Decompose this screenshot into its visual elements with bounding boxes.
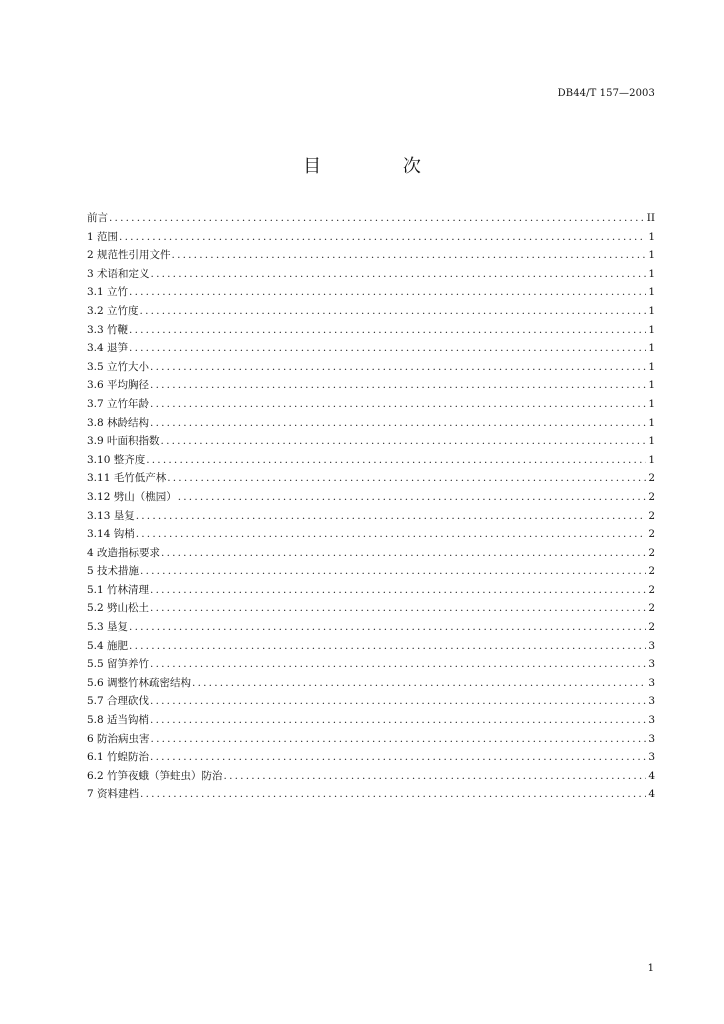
toc-entry-page: 4 [648, 788, 655, 801]
toc-entry[interactable] [87, 767, 655, 786]
toc-entry-label: 5.4 施肥 [87, 639, 129, 652]
toc-entry[interactable] [87, 618, 655, 637]
toc-entry[interactable] [87, 321, 655, 340]
toc-entry[interactable] [87, 432, 655, 451]
toc-entry-label: 5.1 竹林清理 [87, 583, 150, 596]
toc-entry-label: 6.1 竹蝗防治 [87, 751, 150, 764]
dot-leader [167, 469, 646, 488]
toc-entry-page: 4 [648, 769, 655, 782]
toc-entry[interactable] [87, 414, 655, 433]
toc-entry-page: 1 [648, 304, 655, 317]
dot-leader [151, 265, 647, 284]
toc-entry-label: 7 资料建档 [87, 788, 140, 801]
toc-entry-page: 3 [648, 658, 655, 671]
toc-entry[interactable] [87, 451, 655, 470]
toc-entry-page: 1 [648, 379, 655, 392]
toc-entry-label: 5 技术措施 [87, 565, 140, 578]
dot-leader [136, 507, 647, 526]
table-of-contents [87, 209, 655, 804]
toc-entry-page: 1 [648, 435, 655, 448]
toc-entry[interactable] [87, 507, 655, 526]
dot-leader [150, 414, 646, 433]
toc-entry-page: 1 [648, 267, 655, 280]
dot-leader [119, 228, 646, 247]
toc-entry-label: 5.7 合理砍伐 [87, 695, 150, 708]
page-title: 目 次 [303, 156, 459, 177]
toc-entry-label: 5.8 适当钩梢 [87, 714, 150, 727]
toc-entry[interactable] [87, 544, 655, 563]
toc-entry[interactable] [87, 692, 655, 711]
toc-entry-page: 2 [648, 565, 655, 578]
toc-entry-label: 2 规范性引用文件 [87, 249, 171, 262]
dot-leader [172, 246, 647, 265]
toc-entry[interactable] [87, 395, 655, 414]
toc-entry-label: 1 范围 [87, 230, 119, 243]
dot-leader [129, 618, 646, 637]
dot-leader [129, 339, 646, 358]
toc-entry-label: 3.5 立竹大小 [87, 360, 150, 373]
dot-leader [161, 544, 646, 563]
dot-leader [151, 730, 647, 749]
toc-entry-page: 2 [648, 583, 655, 596]
toc-entry-label: 3.12 劈山（樵园） [87, 490, 177, 503]
dot-leader [150, 395, 646, 414]
toc-entry-label: 3.7 立竹年龄 [87, 397, 150, 410]
dot-leader [150, 655, 646, 674]
dot-leader [150, 599, 646, 618]
dot-leader [140, 785, 646, 804]
document-code: DB44/T 157—2003 [557, 88, 655, 99]
toc-entry-label: 5.5 留笋养竹 [87, 658, 150, 671]
toc-entry-page: 3 [648, 751, 655, 764]
toc-entry-label: 3.13 垦复 [87, 509, 135, 522]
toc-entry-label: 3.14 钩梢 [87, 528, 135, 541]
toc-entry-page: 1 [648, 286, 655, 299]
toc-entry-page: 2 [648, 490, 655, 503]
toc-entry-page: 3 [648, 676, 655, 689]
toc-entry[interactable] [87, 785, 655, 804]
dot-leader [129, 283, 646, 302]
dot-leader [136, 525, 647, 544]
toc-entry-label: 5.6 调整竹林疏密结构 [87, 676, 192, 689]
toc-entry[interactable] [87, 674, 655, 693]
toc-entry[interactable] [87, 581, 655, 600]
toc-entry-page: 1 [648, 416, 655, 429]
toc-entry[interactable] [87, 730, 655, 749]
dot-leader [129, 321, 646, 340]
toc-entry-page: 1 [648, 249, 655, 262]
toc-entry[interactable] [87, 711, 655, 730]
toc-entry-page: 3 [648, 695, 655, 708]
toc-entry-page: 2 [648, 546, 655, 559]
dot-leader [146, 451, 646, 470]
toc-entry-label: 3.9 叶面积指数 [87, 435, 160, 448]
toc-entry[interactable] [87, 469, 655, 488]
toc-entry-page: 3 [648, 732, 655, 745]
toc-entry-page: 3 [648, 639, 655, 652]
toc-entry-label: 3.3 竹鞭 [87, 323, 129, 336]
toc-entry-page: 1 [648, 323, 655, 336]
toc-entry[interactable] [87, 265, 655, 284]
toc-entry-label: 3.6 平均胸径 [87, 379, 150, 392]
toc-entry[interactable] [87, 358, 655, 377]
dot-leader [178, 488, 647, 507]
dot-leader [140, 302, 647, 321]
toc-entry-label: 3.4 退笋 [87, 342, 129, 355]
dot-leader [161, 432, 647, 451]
toc-entry[interactable] [87, 283, 655, 302]
toc-entry-label: 3.8 林龄结构 [87, 416, 150, 429]
toc-entry-page: 3 [648, 714, 655, 727]
toc-entry-label: 3.10 整齐度 [87, 453, 146, 466]
toc-entry[interactable] [87, 339, 655, 358]
toc-entry-label: 3 术语和定义 [87, 267, 150, 280]
toc-entry[interactable] [87, 637, 655, 656]
toc-entry-page: 2 [648, 621, 655, 634]
toc-entry[interactable] [87, 562, 655, 581]
dot-leader [192, 674, 646, 693]
dot-leader [140, 562, 646, 581]
dot-leader [150, 581, 646, 600]
dot-leader [109, 209, 645, 228]
toc-entry-page: 1 [648, 342, 655, 355]
toc-entry-page: 1 [648, 360, 655, 373]
dot-leader [150, 711, 646, 730]
dot-leader [150, 748, 646, 767]
toc-entry-label: 6 防治病虫害 [87, 732, 150, 745]
page-number: 1 [647, 963, 654, 974]
toc-entry-label: 5.2 劈山松土 [87, 602, 150, 615]
toc-entry-label: 3.11 毛竹低产林 [87, 472, 167, 485]
dot-leader [129, 637, 646, 656]
toc-entry[interactable] [87, 376, 655, 395]
toc-entry-page: 1 [648, 397, 655, 410]
toc-entry[interactable] [87, 655, 655, 674]
toc-entry[interactable] [87, 488, 655, 507]
toc-entry[interactable] [87, 302, 655, 321]
dot-leader [224, 767, 647, 786]
toc-entry-page: 2 [648, 472, 655, 485]
toc-entry[interactable] [87, 228, 655, 247]
toc-entry-page: 2 [648, 509, 655, 522]
toc-entry-label: 3.1 立竹 [87, 286, 129, 299]
toc-entry-label: 6.2 竹笋夜蛾（笋蛀虫）防治 [87, 769, 223, 782]
toc-entry-page: 2 [648, 602, 655, 615]
toc-entry-label: 前言 [87, 212, 108, 224]
toc-entry-label: 4 改造指标要求 [87, 546, 161, 559]
toc-entry[interactable] [87, 525, 655, 544]
dot-leader [150, 692, 646, 711]
toc-entry[interactable] [87, 599, 655, 618]
toc-entry[interactable] [87, 748, 655, 767]
dot-leader [150, 376, 646, 395]
toc-entry-page: 2 [648, 528, 655, 541]
toc-entry[interactable] [87, 246, 655, 265]
toc-entry-page: II [646, 212, 655, 224]
dot-leader [150, 358, 646, 377]
toc-entry-page: 1 [648, 230, 655, 243]
toc-entry-label: 5.3 垦复 [87, 621, 129, 634]
toc-entry-label: 3.2 立竹度 [87, 304, 139, 317]
toc-entry[interactable] [87, 209, 655, 228]
toc-entry-page: 1 [648, 453, 655, 466]
